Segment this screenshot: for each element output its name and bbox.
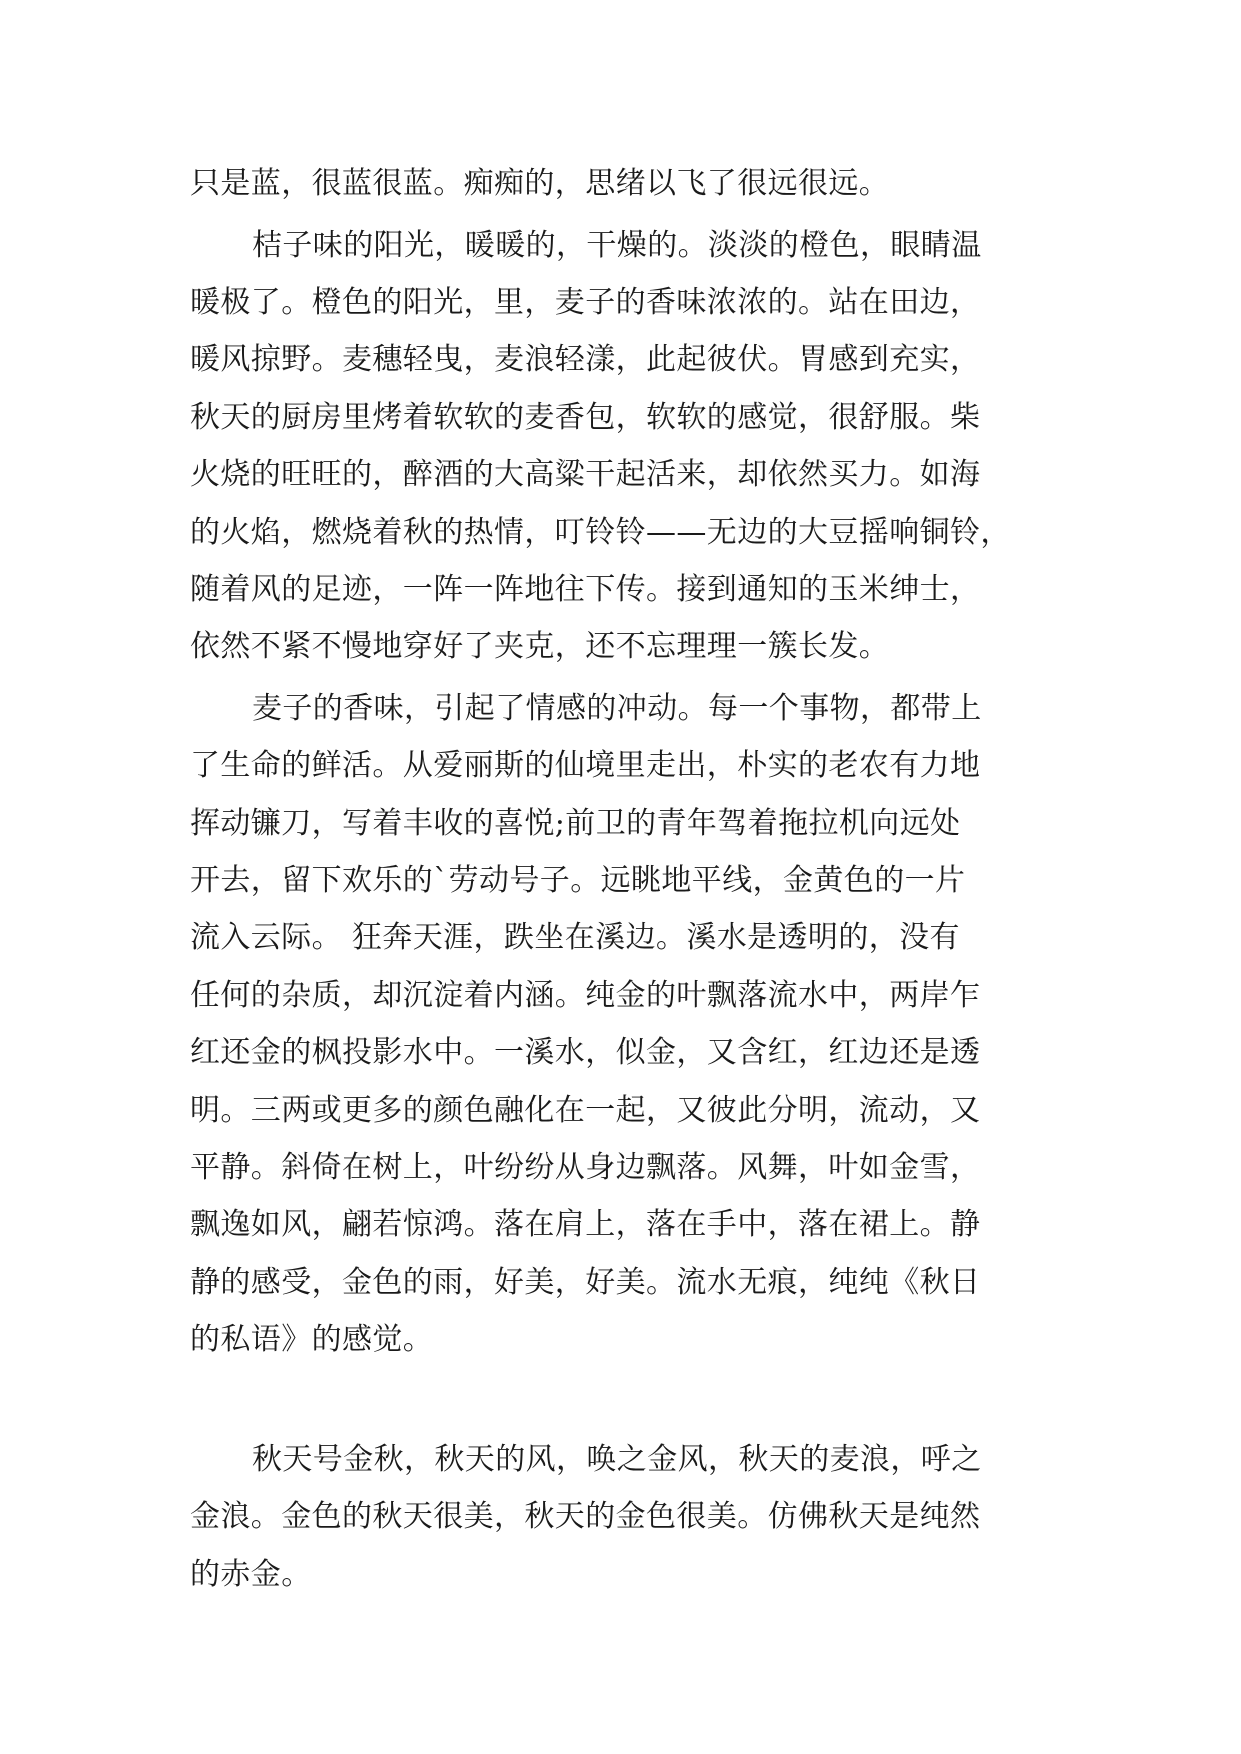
text-line: 平静。斜倚在树上，叶纷纷从身边飘落。风舞，叶如金雪， <box>190 1150 981 1185</box>
text-line: 任何的杂质，却沉淀着内涵。纯金的叶飘落流水中，两岸乍 <box>190 978 981 1013</box>
paragraph-first-line: 桔子味的阳光，暖暖的，干燥的。淡淡的橙色，眼睛温 <box>252 228 982 263</box>
paragraph-first-line: 秋天号金秋，秋天的风，唤之金风，秋天的麦浪，呼之 <box>252 1442 982 1477</box>
text-line: 的赤金。 <box>190 1557 312 1592</box>
text-line: 只是蓝，很蓝很蓝。痴痴的，思绪以飞了很远很远。 <box>190 166 890 201</box>
text-line: 红还金的枫投影水中。一溪水，似金，又含红，红边还是透 <box>190 1035 981 1070</box>
text-line: 暖风掠野。麦穗轻曳，麦浪轻漾，此起彼伏。胃感到充实， <box>190 342 981 377</box>
text-line: 的私语》的感觉。 <box>190 1322 434 1357</box>
text-line: 的火焰，燃烧着秋的热情，叮铃铃——无边的大豆摇响铜铃， <box>190 515 1011 550</box>
text-line: 流入云际。 狂奔天涯，跌坐在溪边。溪水是透明的，没有 <box>190 920 960 955</box>
text-line: 飘逸如风，翩若惊鸿。落在肩上，落在手中，落在裙上。静 <box>190 1207 981 1242</box>
text-line: 了生命的鲜活。从爱丽斯的仙境里走出，朴实的老农有力地 <box>190 748 981 783</box>
text-line: 秋天的厨房里烤着软软的麦香包，软软的感觉，很舒服。柴 <box>190 400 981 435</box>
text-line: 火烧的旺旺的，醉酒的大高粱干起活来，却依然买力。如海 <box>190 457 981 492</box>
paragraph-first-line: 麦子的香味，引起了情感的冲动。每一个事物，都带上 <box>252 691 982 726</box>
text-line: 挥动镰刀，写着丰收的喜悦;前卫的青年驾着拖拉机向远处 <box>190 806 961 841</box>
text-line: 明。三两或更多的颜色融化在一起，又彼此分明，流动，又 <box>190 1093 981 1128</box>
text-line: 开去，留下欢乐的`劳动号子。远眺地平线，金黄色的一片 <box>190 863 966 898</box>
text-line: 静的感受，金色的雨，好美，好美。流水无痕，纯纯《秋日 <box>190 1265 981 1300</box>
text-line: 随着风的足迹，一阵一阵地往下传。接到通知的玉米绅士， <box>190 572 981 607</box>
text-line: 暖极了。橙色的阳光，里，麦子的香味浓浓的。站在田边， <box>190 285 981 320</box>
text-line: 依然不紧不慢地穿好了夹克，还不忘理理一簇长发。 <box>190 629 890 664</box>
text-line: 金浪。金色的秋天很美，秋天的金色很美。仿佛秋天是纯然 <box>190 1499 981 1534</box>
